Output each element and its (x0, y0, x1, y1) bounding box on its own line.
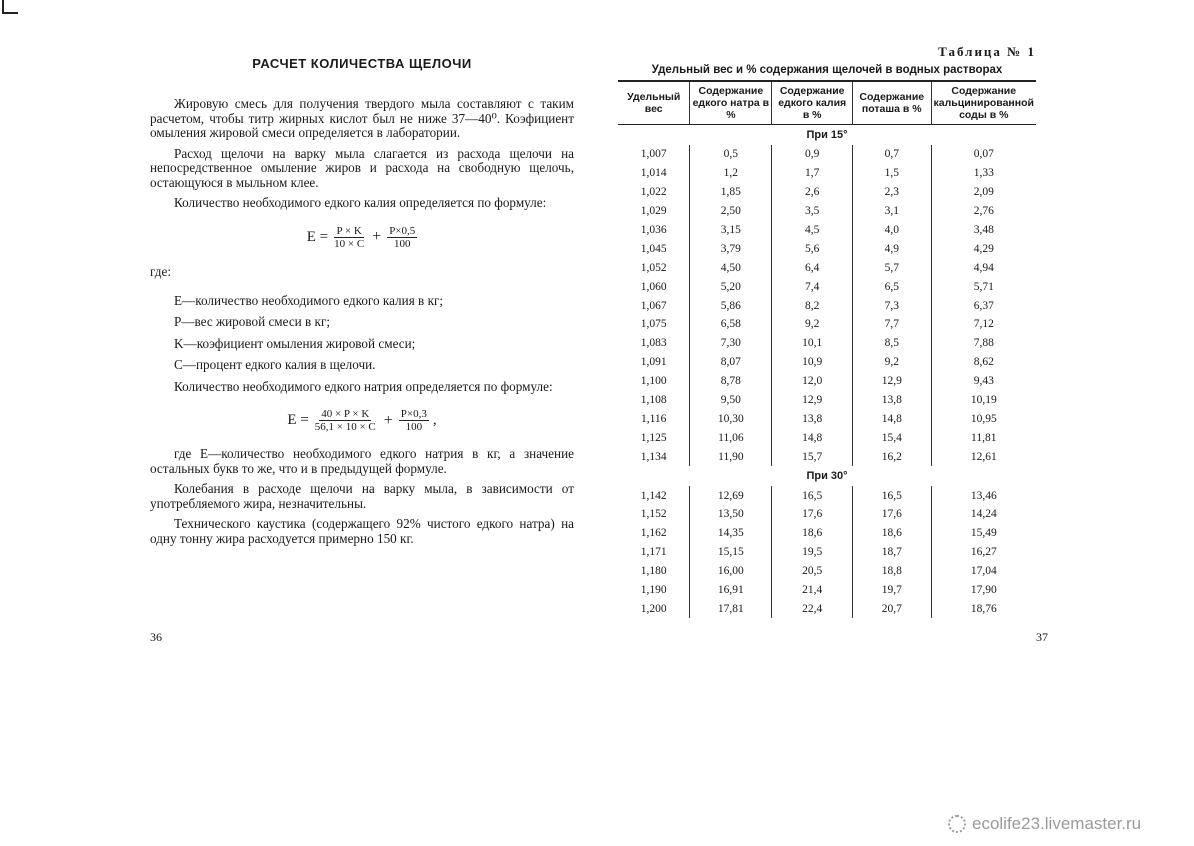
table-cell: 2,76 (931, 202, 1036, 221)
table-cell: 1,022 (640, 186, 667, 199)
formula-sodium (150, 408, 574, 433)
table-cell: 10,1 (772, 334, 853, 353)
table-cell: 1,083 (640, 337, 667, 350)
table-row (618, 239, 1036, 258)
definition-c: C—процент едкого калия в щелочи. (174, 357, 376, 372)
page-number-right: 37 (1036, 630, 1048, 644)
table-cell: 16,27 (931, 543, 1036, 562)
alkali-table (618, 80, 1036, 618)
table-cell: 1,85 (690, 183, 772, 202)
table-cell: 1,152 (640, 508, 667, 521)
table-cell: 4,94 (931, 258, 1036, 277)
denominator: 10 × C (334, 237, 365, 250)
table-cell: 13,46 (931, 486, 1036, 505)
table-cell: 12,69 (690, 486, 772, 505)
table-cell: 7,30 (690, 334, 772, 353)
table-cell: 2,3 (853, 183, 931, 202)
table-cell: 5,71 (931, 277, 1036, 296)
definition-p: P—вес жировой смеси в кг; (174, 314, 331, 329)
table-cell: 5,7 (853, 258, 931, 277)
table-row (618, 524, 1036, 543)
table-cell: 16,5 (853, 486, 931, 505)
table-cell: 3,48 (931, 221, 1036, 240)
section-heading: РАСЧЕТ КОЛИЧЕСТВА ЩЕЛОЧИ (252, 56, 472, 71)
table-cell: 7,3 (853, 296, 931, 315)
table-cell: 9,2 (853, 353, 931, 372)
watermark (948, 814, 1141, 834)
table-row (618, 258, 1036, 277)
table-row (618, 202, 1036, 221)
table-cell: 11,81 (931, 428, 1036, 447)
header-naoh: Содержание едкого натра в % (690, 81, 772, 125)
table-cell: 17,6 (772, 505, 853, 524)
table-cell: 1,125 (640, 431, 667, 444)
table-cell: 8,62 (931, 353, 1036, 372)
left-page (150, 50, 574, 552)
numerator: P × K (336, 224, 362, 237)
table-cell: 21,4 (772, 581, 853, 600)
table-cell: 11,90 (690, 447, 772, 466)
plus-sign: + (372, 228, 382, 245)
formula-lhs: E = (287, 412, 309, 428)
table-cell: 8,5 (853, 334, 931, 353)
numerator: 40 × P × K (321, 408, 370, 420)
section-row (618, 125, 1036, 146)
table-cell: 12,0 (772, 372, 853, 391)
table-cell: 8,2 (772, 296, 853, 315)
fraction-1 (313, 408, 378, 433)
table-cell: 5,20 (690, 277, 772, 296)
table-cell: 1,7 (772, 164, 853, 183)
table-cell: 3,79 (690, 239, 772, 258)
table-cell: 9,43 (931, 372, 1036, 391)
table-cell: 17,04 (931, 562, 1036, 581)
numerator: P×0,3 (400, 408, 427, 420)
table-row (618, 334, 1036, 353)
table-cell: 4,29 (931, 239, 1036, 258)
header-koh: Содержание едкого калия в % (772, 81, 853, 125)
denominator: 56,1 × 10 × C (314, 421, 376, 433)
formula-comma: , (432, 412, 437, 428)
table-cell: 15,15 (690, 543, 772, 562)
plus-sign: + (383, 411, 393, 429)
table-cell: 0,07 (931, 145, 1036, 164)
table-cell: 5,86 (690, 296, 772, 315)
formula-potassium (150, 225, 574, 250)
table-cell: 2,6 (772, 183, 853, 202)
table-cell: 1,029 (640, 205, 667, 218)
formula-lhs: E = (306, 228, 329, 245)
table-cell: 17,81 (690, 599, 772, 618)
table-cell: 3,1 (853, 202, 931, 221)
table-cell: 3,5 (772, 202, 853, 221)
table-cell: 22,4 (772, 599, 853, 618)
flower-icon (948, 815, 966, 833)
table-cell: 13,50 (690, 505, 772, 524)
fraction-1 (332, 225, 366, 250)
table-cell: 1,036 (640, 224, 667, 236)
table-cell: 1,100 (640, 375, 667, 388)
table-row (618, 447, 1036, 466)
numerator: P×0,5 (389, 224, 416, 237)
table-body (618, 125, 1036, 619)
table-cell: 1,075 (640, 318, 667, 331)
table-cell: 0,7 (853, 145, 931, 164)
paragraph-4: Количество необходимого едкого натрия определяется по формуле: (174, 378, 553, 394)
table-cell: 4,0 (853, 221, 931, 240)
table-cell: 7,4 (772, 277, 853, 296)
table-number: Таблица № 1 (938, 44, 1036, 59)
paragraph-5: где E—количество необходимого едкого натрия в кг, а значение остальных букв то же, что и в предыдущей формуле. (150, 446, 574, 476)
table-cell: 1,091 (640, 356, 667, 369)
table-row (618, 581, 1036, 600)
table-cell: 1,007 (640, 148, 667, 161)
table-cell: 6,5 (853, 277, 931, 296)
table-cell: 4,5 (772, 221, 853, 240)
header-potash: Содержание поташа в % (853, 81, 931, 125)
table-cell: 6,58 (690, 315, 772, 334)
table-cell: 18,7 (853, 543, 931, 562)
table-row (618, 183, 1036, 202)
table-cell: 2,50 (690, 202, 772, 221)
table-cell: 14,35 (690, 524, 772, 543)
table-cell: 1,190 (640, 584, 667, 597)
table-cell: 3,15 (690, 221, 772, 240)
table-cell: 20,5 (772, 562, 853, 581)
table-cell: 5,6 (772, 239, 853, 258)
table-cell: 18,6 (853, 524, 931, 543)
table-cell: 17,6 (853, 505, 931, 524)
table-row (618, 296, 1036, 315)
paragraph-6: Колебания в расходе щелочи на варку мыла, в зависимости от употребляемого жира, незначительны. (150, 481, 574, 511)
definition-e: E—количество необходимого едкого калия в кг; (174, 292, 444, 308)
paragraph-7: Технического каустика (содержащего 92% чистого едкого натра) на одну тонну жира расходуется примерно 150 кг. (150, 516, 574, 546)
table-cell: 8,07 (690, 353, 772, 372)
table-cell: 6,37 (931, 296, 1036, 315)
table-row (618, 391, 1036, 410)
table-row (618, 505, 1036, 524)
table-row (618, 372, 1036, 391)
table-cell: 4,50 (690, 258, 772, 277)
table-row (618, 145, 1036, 164)
section-label: При 30° (806, 470, 848, 483)
table-cell: 19,5 (772, 543, 853, 562)
table-cell: 1,171 (640, 546, 667, 559)
table-cell: 13,8 (772, 409, 853, 428)
table-cell: 1,142 (640, 489, 667, 502)
table-title: Удельный вес и % содержания щелочей в водных растворах (651, 64, 1003, 76)
table-cell: 17,90 (931, 581, 1036, 600)
table-cell: 12,9 (853, 372, 931, 391)
denominator: 100 (405, 421, 423, 433)
header-density: Удельный вес (618, 81, 690, 125)
table-cell: 1,180 (640, 565, 667, 578)
section-row (618, 466, 1036, 486)
table-cell: 0,9 (772, 145, 853, 164)
table-cell: 1,108 (640, 394, 667, 407)
table-row (618, 486, 1036, 505)
table-cell: 14,24 (931, 505, 1036, 524)
table-row (618, 428, 1036, 447)
table-row (618, 164, 1036, 183)
table-row (618, 221, 1036, 240)
table-cell: 10,30 (690, 409, 772, 428)
table-cell: 20,7 (853, 599, 931, 618)
table-cell: 1,200 (640, 602, 667, 615)
table-cell: 1,116 (640, 412, 667, 425)
table-cell: 8,78 (690, 372, 772, 391)
table-cell: 10,9 (772, 353, 853, 372)
table-cell: 12,9 (772, 391, 853, 410)
table-cell: 1,162 (640, 527, 667, 540)
table-cell: 7,88 (931, 334, 1036, 353)
table-cell: 18,6 (772, 524, 853, 543)
table-cell: 10,95 (931, 409, 1036, 428)
fraction-2 (387, 225, 417, 250)
table-cell: 10,19 (931, 391, 1036, 410)
table-header-row (618, 81, 1036, 125)
table-cell: 4,9 (853, 239, 931, 258)
table-cell: 1,134 (640, 450, 667, 463)
table-row (618, 562, 1036, 581)
page-number-left: 36 (150, 630, 162, 644)
table-cell: 7,7 (853, 315, 931, 334)
table-cell: 13,8 (853, 391, 931, 410)
table-cell: 1,5 (853, 164, 931, 183)
table-cell: 14,8 (772, 428, 853, 447)
table-cell: 15,49 (931, 524, 1036, 543)
table-cell: 9,50 (690, 391, 772, 410)
table-cell: 19,7 (853, 581, 931, 600)
table-row (618, 599, 1036, 618)
table-cell: 18,8 (853, 562, 931, 581)
table-cell: 11,06 (690, 428, 772, 447)
table-row (618, 315, 1036, 334)
table-row (618, 277, 1036, 296)
table-cell: 16,00 (690, 562, 772, 581)
table-cell: 1,2 (690, 164, 772, 183)
watermark-text: ecolife23.livemaster.ru (972, 814, 1142, 833)
header-soda: Содержание кальцинированной соды в % (931, 81, 1036, 125)
table-cell: 15,7 (772, 447, 853, 466)
table-cell: 9,2 (772, 315, 853, 334)
where-label: где: (150, 263, 171, 279)
table-cell: 16,5 (772, 486, 853, 505)
table-cell: 1,052 (640, 261, 667, 274)
table-cell: 1,045 (640, 242, 667, 255)
corner-mark (2, 0, 18, 14)
table-cell: 16,2 (853, 447, 931, 466)
table-cell: 0,5 (690, 145, 772, 164)
denominator: 100 (393, 237, 411, 250)
table-row (618, 543, 1036, 562)
section-label: При 15° (806, 129, 848, 141)
table-row (618, 409, 1036, 428)
paragraph-1: Жировую смесь для получения твердого мыла составляют с таким расчетом, чтобы титр жирных кислот был не ниже 37—40⁰. Коэфициент омыления жировой смеси определяется в лаборатории. (150, 96, 574, 140)
table-cell: 16,91 (690, 581, 772, 600)
table-cell: 15,4 (853, 428, 931, 447)
paragraph-3: Количество необходимого едкого калия определяется по формуле: (174, 195, 547, 210)
table-row (618, 353, 1036, 372)
table-cell: 1,067 (640, 299, 667, 312)
table-cell: 1,060 (640, 280, 667, 293)
table-cell: 7,12 (931, 315, 1036, 334)
table-cell: 18,76 (931, 599, 1036, 618)
fraction-2 (399, 408, 429, 433)
table-cell: 12,61 (931, 447, 1036, 466)
definition-k: K—коэфициент омыления жировой смеси; (174, 335, 416, 351)
table-cell: 6,4 (772, 258, 853, 277)
table-cell: 2,09 (931, 183, 1036, 202)
paragraph-2: Расход щелочи на варку мыла слагается из расхода щелочи на непосредственное омыление жиров и расхода на свободную щелочь, остающуюся в мыльном клее. (150, 145, 574, 190)
table-cell: 14,8 (853, 409, 931, 428)
right-page (618, 44, 1036, 618)
table-cell: 1,014 (640, 167, 667, 180)
table-cell: 1,33 (931, 164, 1036, 183)
